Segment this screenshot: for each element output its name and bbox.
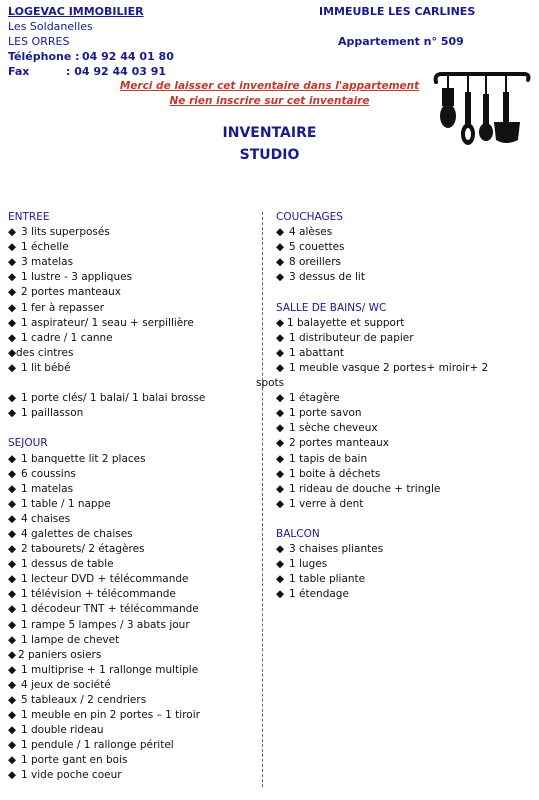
section-sejour: SEJOUR: [8, 437, 48, 450]
bullet-icon: ◆: [276, 392, 285, 405]
bullet-icon: ◆: [276, 452, 285, 465]
list-item-text: 1 étagère: [289, 392, 340, 405]
list-item-text: 3 chaises pliantes: [289, 543, 384, 556]
list-item: [276, 497, 488, 512]
list-item: ◆ 1 balayette et support: [276, 316, 488, 331]
bullet-icon: ◆: [276, 467, 285, 480]
building-name: IMMEUBLE LES CARLINES: [319, 5, 476, 18]
list-item: [8, 663, 205, 678]
bullet-icon: ◆: [8, 724, 17, 737]
bullet-icon: ◆: [276, 316, 285, 329]
list-item: [8, 301, 205, 316]
list-item: [8, 572, 205, 587]
list-item: [8, 361, 205, 376]
bullet-icon: ◆: [8, 301, 17, 314]
bullet-icon: ◆: [276, 346, 285, 359]
list-item-text: 3 matelas: [21, 256, 74, 269]
list-item-text: 1 aspirateur/ 1 seau + serpillière: [21, 316, 194, 329]
list-item-text: 4 chaises: [21, 512, 71, 525]
list-item: [276, 436, 488, 451]
list-item: [8, 557, 205, 572]
bullet-icon: ◆: [276, 497, 285, 510]
list-item-text: 1 tapis de bain: [289, 452, 368, 465]
list-item-text: 5 tableaux / 2 cendriers: [21, 694, 147, 706]
list-item: [8, 452, 205, 467]
list-item-text: 1 double rideau: [21, 724, 104, 737]
list-item: [276, 361, 488, 376]
list-item-text: 8 oreillers: [289, 256, 341, 269]
bullet-icon: ◆: [276, 271, 285, 284]
list-item-text: 1 lit bébé: [21, 361, 71, 374]
page-title: INVENTAIRE: [222, 125, 317, 141]
list-item: [8, 602, 205, 617]
list-item: [276, 587, 488, 602]
bullet-icon: ◆: [276, 588, 285, 601]
bullet-icon: ◆: [8, 452, 17, 465]
list-item: [8, 316, 205, 331]
list-item-text: 6 coussins: [21, 467, 76, 480]
list-item: [8, 240, 205, 255]
list-item-text: 1 table / 1 nappe: [21, 497, 111, 510]
list-item-text: 1 porte gant en bois: [21, 754, 128, 767]
bullet-icon: ◆: [276, 256, 285, 269]
bullet-icon: ◆: [8, 648, 17, 661]
list-item-text: 1 télévision + télécommande: [21, 588, 176, 601]
bullet-icon: ◆: [276, 422, 285, 435]
list-item-text: 1 fer à repasser: [21, 301, 104, 314]
list-item: [8, 708, 205, 723]
left-column: [8, 210, 205, 784]
bullet-icon: ◆: [276, 226, 285, 239]
list-item: [8, 482, 205, 497]
list-item: [8, 527, 205, 542]
list-item-text: 1 verre à dent: [289, 497, 364, 510]
bullet-icon: ◆: [276, 361, 285, 374]
list-item-text: 1 pendule / 1 rallonge péritel: [21, 739, 174, 752]
list-item-text: 4 jeux de société: [21, 678, 111, 691]
list-item-text: 1 rampe 5 lampes / 3 abats jour: [21, 618, 190, 631]
list-item-text: 1 rideau de douche + tringle: [289, 482, 441, 495]
bullet-icon: ◆: [8, 694, 17, 706]
list-item-text: 1 table pliante: [289, 573, 366, 586]
notice-line-1: Merci de laisser cet inventaire dans l'appartement: [119, 80, 420, 92]
section-entree: ENTREE: [8, 211, 50, 223]
bullet-icon: ◆: [8, 754, 17, 767]
list-item: [8, 768, 205, 783]
bullet-icon: ◆: [8, 618, 17, 631]
column-divider: [262, 212, 263, 787]
fax-label: Fax: [8, 65, 30, 78]
list-item-text: 1 porte clés/ 1 balai/ 1 balai brosse: [21, 392, 206, 405]
list-item: [276, 572, 488, 587]
section-couchages: COUCHAGES: [276, 211, 343, 223]
list-item-text: 4 galettes de chaises: [21, 527, 133, 540]
apartment-number: Appartement n° 509: [338, 35, 464, 48]
page-subtitle: STUDIO: [239, 147, 300, 163]
list-item-text: 1 abattant: [289, 346, 344, 359]
section-balcon: BALCON: [276, 527, 320, 540]
bullet-icon: ◆: [8, 588, 17, 601]
list-item-text: 1 banquette lit 2 places: [21, 452, 146, 465]
list-item-text: 1 cadre / 1 canne: [21, 331, 113, 344]
bullet-icon: ◆: [8, 241, 17, 254]
list-item: [276, 482, 488, 497]
list-item: [8, 738, 205, 753]
list-item: [8, 497, 205, 512]
list-item-text: 3 lits superposés: [21, 226, 110, 239]
notice-line-2: Ne rien inscrire sur cet inventaire: [169, 95, 370, 107]
bullet-icon: ◆: [8, 271, 17, 284]
list-item: [8, 693, 205, 708]
bullet-icon: ◆: [8, 482, 17, 495]
list-item-text: 1 lampe de chevet: [21, 633, 120, 646]
bullet-icon: ◆: [8, 286, 17, 299]
bullet-icon: ◆: [276, 241, 285, 254]
phone-number: 04 92 44 01 80: [82, 50, 174, 63]
list-item-text: 1 dessus de table: [21, 558, 114, 571]
phone-label: Téléphone :: [8, 50, 80, 63]
bullet-icon: ◆: [8, 769, 17, 782]
list-item: [276, 452, 488, 467]
list-item: [276, 406, 488, 421]
list-item-text: 1 lecteur DVD + télécommande: [21, 573, 189, 586]
list-item-text: 1 boite à déchets: [289, 467, 381, 480]
list-item-text: 1 vide poche coeur: [21, 769, 122, 782]
bullet-icon: ◆: [276, 573, 285, 586]
bullet-icon: ◆: [8, 316, 17, 329]
list-item-text: 1 distributeur de papier: [289, 331, 414, 344]
list-item: [8, 633, 205, 648]
bullet-icon: ◆: [8, 331, 17, 344]
bullet-icon: ◆: [8, 346, 17, 359]
bullet-icon: ◆: [8, 392, 17, 405]
list-item: [276, 421, 488, 436]
list-item-text: 1 sèche cheveux: [289, 422, 378, 435]
list-item: [8, 753, 205, 768]
list-item: [8, 587, 205, 602]
fax-number: : 04 92 44 03 91: [66, 65, 167, 78]
list-item: [8, 467, 205, 482]
bullet-icon: ◆: [8, 678, 17, 691]
bullet-icon: ◆: [276, 437, 285, 450]
list-item: [8, 255, 205, 270]
bullet-icon: ◆: [276, 543, 285, 556]
bullet-icon: ◆: [8, 226, 17, 239]
list-item-text: 1 lustre - 3 appliques: [21, 271, 133, 284]
list-item: [8, 270, 205, 285]
bullet-icon: ◆: [8, 739, 17, 752]
list-item-text: 1 meuble en pin 2 portes – 1 tiroir: [21, 709, 200, 722]
bullet-icon: ◆: [8, 558, 17, 571]
company-name: LOGEVAC IMMOBILIER: [8, 5, 144, 18]
list-item: [276, 557, 488, 572]
list-item: ◆ 2 paniers osiers: [8, 648, 205, 663]
list-item-text: 1 multiprise + 1 rallonge multiple: [21, 663, 199, 676]
list-item: [276, 225, 488, 240]
bullet-icon: ◆: [8, 256, 17, 269]
list-item-text: 2 tabourets/ 2 étagères: [21, 543, 145, 556]
list-item: [276, 240, 488, 255]
list-item-text: 1 étendage: [289, 588, 349, 601]
bullet-icon: ◆: [8, 467, 17, 480]
list-item-text: 1 porte savon: [289, 407, 362, 420]
right-column: [256, 210, 489, 602]
bullet-icon: ◆: [8, 573, 17, 586]
list-item: [276, 346, 488, 361]
bullet-icon: ◆: [8, 497, 17, 510]
bullet-icon: ◆: [8, 709, 17, 722]
section-salle-de-bains: SALLE DE BAINS/ WC: [276, 301, 387, 314]
list-item-text: 1 échelle: [21, 241, 69, 254]
list-item: [8, 285, 205, 300]
list-item: [276, 255, 488, 270]
list-item: [8, 618, 205, 633]
list-item: [276, 391, 488, 406]
list-item: [8, 391, 205, 406]
list-item-text: 2 portes manteaux: [21, 286, 122, 299]
list-item: [8, 512, 205, 527]
bullet-icon: ◆: [276, 558, 285, 571]
list-item: [8, 406, 205, 421]
bullet-icon: ◆: [8, 543, 17, 556]
list-item-text: 1 matelas: [21, 482, 74, 495]
list-item-text: 1 décodeur TNT + télécommande: [21, 603, 199, 616]
list-item-text: 1 paillasson: [21, 407, 84, 420]
list-item: [276, 270, 488, 285]
list-item: [276, 467, 488, 482]
bullet-icon: ◆: [8, 663, 17, 676]
bullet-icon: ◆: [8, 633, 17, 646]
address-line-1: Les Soldanelles: [8, 20, 93, 33]
list-item-text: 2 portes manteaux: [289, 437, 390, 450]
list-item-text: 5 couettes: [289, 241, 345, 254]
list-item-text: 4 alèses: [289, 226, 333, 239]
list-item: [8, 331, 205, 346]
list-item-text: 1 luges: [289, 558, 328, 571]
address-line-2: LES ORRES: [8, 35, 70, 48]
bullet-icon: ◆: [8, 603, 17, 616]
list-item: [8, 723, 205, 738]
bullet-icon: ◆: [8, 361, 17, 374]
bullet-icon: ◆: [8, 512, 17, 525]
bullet-icon: ◆: [8, 407, 17, 420]
list-item-text: 3 dessus de lit: [289, 271, 365, 284]
list-item: [276, 542, 488, 557]
list-item: [8, 542, 205, 557]
list-item-text: 1 meuble vasque 2 portes+ miroir+ 2: [289, 361, 489, 374]
list-item-continuation: spots: [256, 377, 285, 390]
bullet-icon: ◆: [276, 407, 285, 420]
list-item: [8, 678, 205, 693]
bullet-icon: ◆: [276, 331, 285, 344]
bullet-icon: ◆: [8, 527, 17, 540]
bullet-icon: ◆: [276, 482, 285, 495]
list-item: ◆des cintres: [8, 346, 205, 361]
list-item: [276, 331, 488, 346]
list-item: [8, 225, 205, 240]
